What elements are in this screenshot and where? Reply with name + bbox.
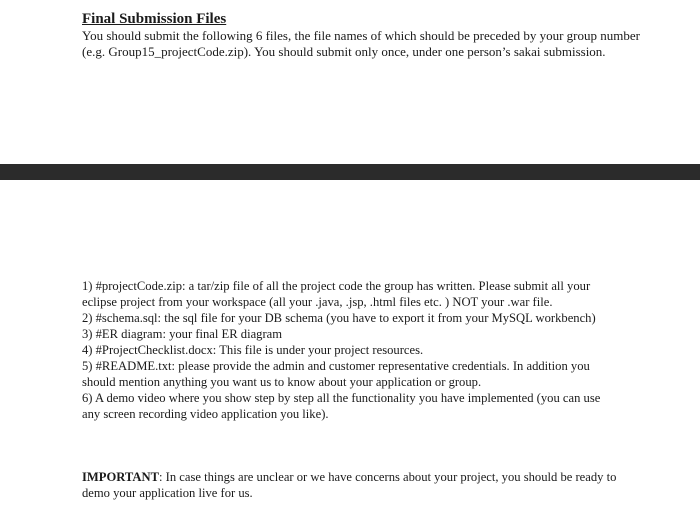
submission-header-section: [82, 10, 642, 60]
important-text: : In case things are unclear or we have concerns about your project, you should be ready to demo your application live for us.: [82, 470, 617, 500]
intro-paragraph: You should submit the following 6 files, the file names of which should be preceded by your group number (e.g. Group15_projectCode.zip). You should submit only once, under one person’s sakai submission.: [82, 28, 640, 59]
list-item-readme: 5) #README.txt: please provide the admin and customer representative credentials. In addition you should mention anything you want us to know about your application or group.: [82, 359, 590, 389]
list-item-project-code: 1) #projectCode.zip: a tar/zip file of all the project code the group has written. Please submit all your eclipse project from your workspace (all your .java, .jsp, .html files etc. ) NOT your .war file.: [82, 279, 591, 309]
important-label: IMPORTANT: [82, 470, 159, 484]
list-item-schema: 2) #schema.sql: the sql file for your DB schema (you have to export it from your MySQL workbench): [82, 311, 596, 325]
section-title: Final Submission Files: [82, 11, 227, 27]
important-note: [82, 469, 617, 501]
list-item-demo-video: 6) A demo video where you show step by step all the functionality you have implemented (you can use any screen recording video application you like).: [82, 391, 601, 421]
list-item-er-diagram: 3) #ER diagram: your final ER diagram: [82, 327, 283, 341]
list-item-checklist: 4) #ProjectChecklist.docx: This file is under your project resources.: [82, 343, 424, 357]
divider-bar: [0, 164, 700, 180]
file-list: [82, 278, 617, 422]
